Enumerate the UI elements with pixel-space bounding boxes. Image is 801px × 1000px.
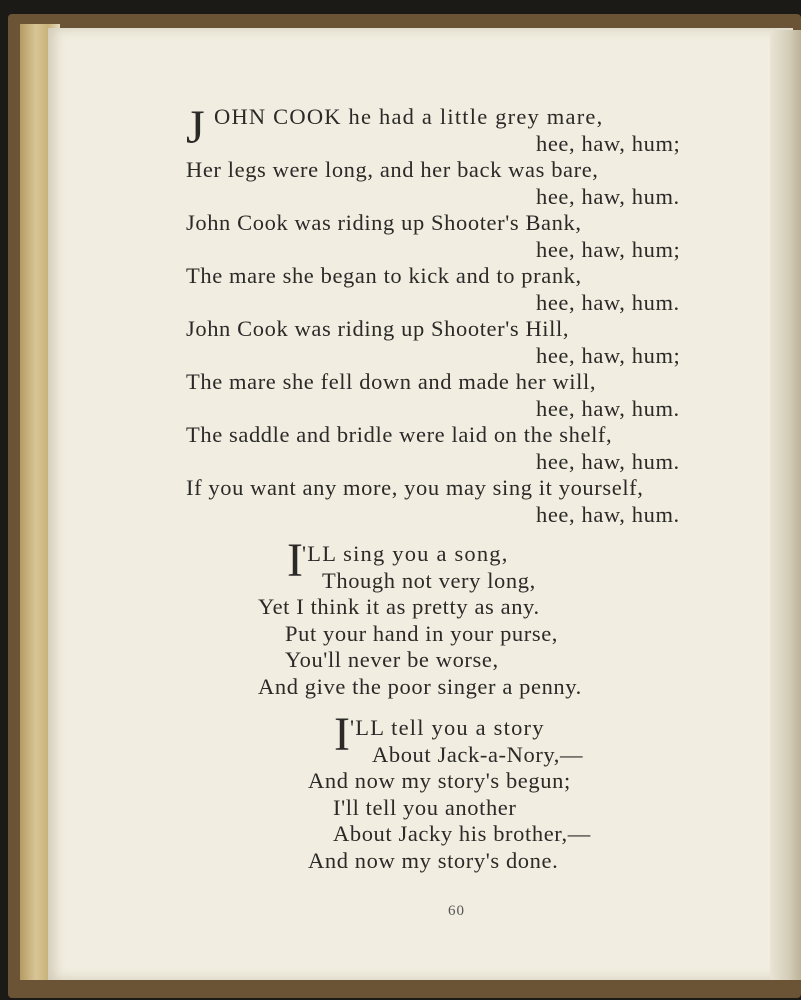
poem3-line: And now my story's begun; — [308, 768, 571, 793]
poem3-line: And now my story's done. — [308, 848, 559, 873]
poem1-line: hee, haw, hum. — [536, 290, 680, 315]
poem1-dropcap: J — [186, 101, 205, 154]
poem2-line: Put your hand in your purse, — [285, 621, 559, 646]
poem3-line: About Jacky his brother,— — [333, 821, 591, 846]
poem1-line: hee, haw, hum. — [536, 396, 680, 421]
poem2-line: You'll never be worse, — [285, 647, 499, 672]
poem2-dropcap: I — [287, 534, 303, 587]
page-number: 60 — [448, 903, 465, 919]
poem1-line: The mare she fell down and made her will, — [186, 369, 597, 394]
poem1-line: The mare she began to kick and to prank, — [186, 263, 582, 288]
poem3-line: I'll tell you another — [333, 795, 517, 820]
poem1-line: The saddle and bridle were laid on the shelf, — [186, 422, 613, 447]
poem1-line: John Cook was riding up Shooter's Hill, — [186, 316, 570, 341]
poem2-line: 'LL sing you a song, — [302, 541, 509, 566]
poem2-line: Yet I think it as pretty as any. — [258, 594, 540, 619]
poem3-line: 'LL tell you a story — [350, 715, 545, 740]
poem1-line: hee, haw, hum; — [536, 131, 681, 156]
poem1-line: Her legs were long, and her back was bare, — [186, 157, 599, 182]
poem1-line: OHN COOK he had a little grey mare, — [214, 104, 604, 129]
poem1-line: hee, haw, hum. — [536, 449, 680, 474]
facing-page-edge — [770, 30, 801, 980]
poem2-line: And give the poor singer a penny. — [258, 674, 582, 699]
poem1-line: If you want any more, you may sing it yourself, — [186, 475, 644, 500]
poem1-line: hee, haw, hum; — [536, 237, 681, 262]
poem2-line: Though not very long, — [322, 568, 536, 593]
poem3-line: About Jack-a-Nory,— — [372, 742, 584, 767]
poem3-dropcap: I — [334, 708, 350, 761]
poem1-line: hee, haw, hum. — [536, 502, 680, 527]
poem1-line: John Cook was riding up Shooter's Bank, — [186, 210, 582, 235]
poem1-line: hee, haw, hum. — [536, 184, 680, 209]
poem1-line: hee, haw, hum; — [536, 343, 681, 368]
